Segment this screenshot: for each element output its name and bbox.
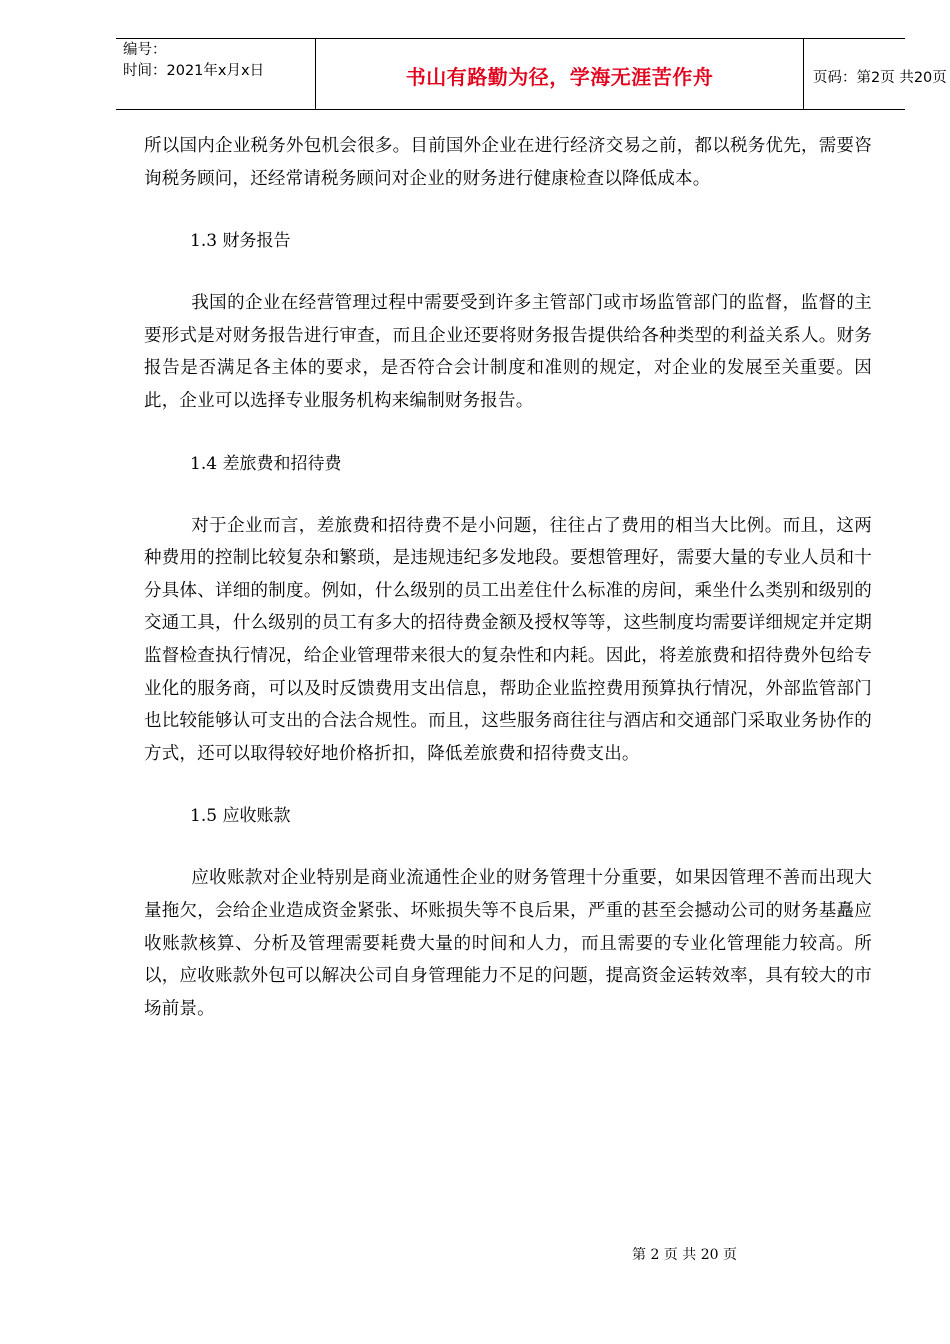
header-page-number: 页码：第2页 共20页 [813, 70, 947, 86]
header-meta-cell [116, 39, 315, 109]
paragraph-tax-continued: 所以国内企业税务外包机会很多。目前国外企业在进行经济交易之前，都以税务优先，需要咨询税务顾问，还经常请税务顾问对企业的财务进行健康检查以降低成本。 [144, 136, 872, 189]
document-number-label: 编号： [123, 42, 167, 58]
paragraph-travel-entertainment: 对于企业而言，差旅费和招待费不是小问题，往往占了费用的相当大比例。而且，这两种费用的控制比较复杂和繁琐，是违规违纪多发地段。要想管理好，需要大量的专业人员和十分具体、详细的制度。例如，什么级别的员工出差住什么标准的房间，乘坐什么类别和级别的交通工具，什么级别的员工有多大的招待费金额及授权等等，这些制度均需要详细规定并定期监督检查执行情况，给企业管理带来很大的复杂性和内耗。因此，将差旅费和招待费外包给专业化的服务商，可以及时反馈费用支出信息，帮助企业监控费用预算执行情况，外部监管部门也比较能够认可支出的合法合规性。而且，这些服务商往往与酒店和交通部门采取业务协作的方式，还可以取得较好地价格折扣，降低差旅费和招待费支出。 [144, 515, 872, 764]
page-footer: 第 2 页 共 20 页 [632, 1247, 737, 1263]
document-time-label: 时间：2021年x月x日 [123, 63, 265, 79]
paragraph-financial-report: 我国的企业在经营管理过程中需要受到许多主管部门或市场监管部门的监督，监督的主要形式是对财务报告进行审查，而且企业还要将财务报告提供给各种类型的利益关系人。财务报告是否满足各主体的要求，是否符合会计制度和准则的规定，对企业的发展至关重要。因此，企业可以选择专业服务机构来编制财务报告。 [144, 293, 872, 411]
page-header [116, 38, 947, 110]
section-heading-1-4: 1.4 差旅费和招待费 [190, 453, 342, 474]
section-heading-1-5: 1.5 应收账款 [190, 806, 291, 827]
header-page-cell [803, 39, 947, 109]
section-heading-1-3: 1.3 财务报告 [190, 231, 291, 252]
document-body [144, 130, 872, 1059]
header-motto-cell [315, 39, 804, 109]
header-motto: 书山有路勤为径，学海无涯苦作舟 [405, 65, 714, 89]
paragraph-receivables: 应收账款对企业特别是商业流通性企业的财务管理十分重要，如果因管理不善而出现大量拖欠，会给企业造成资金紧张、坏账损失等不良后果，严重的甚至会撼动公司的财务基矗应收账款核算、分析及管理需要耗费大量的时间和人力，而且需要的专业化管理能力较高。所以，应收账款外包可以解决公司自身管理能力不足的问题，提高资金运转效率，具有较大的市场前景。 [144, 868, 872, 1019]
